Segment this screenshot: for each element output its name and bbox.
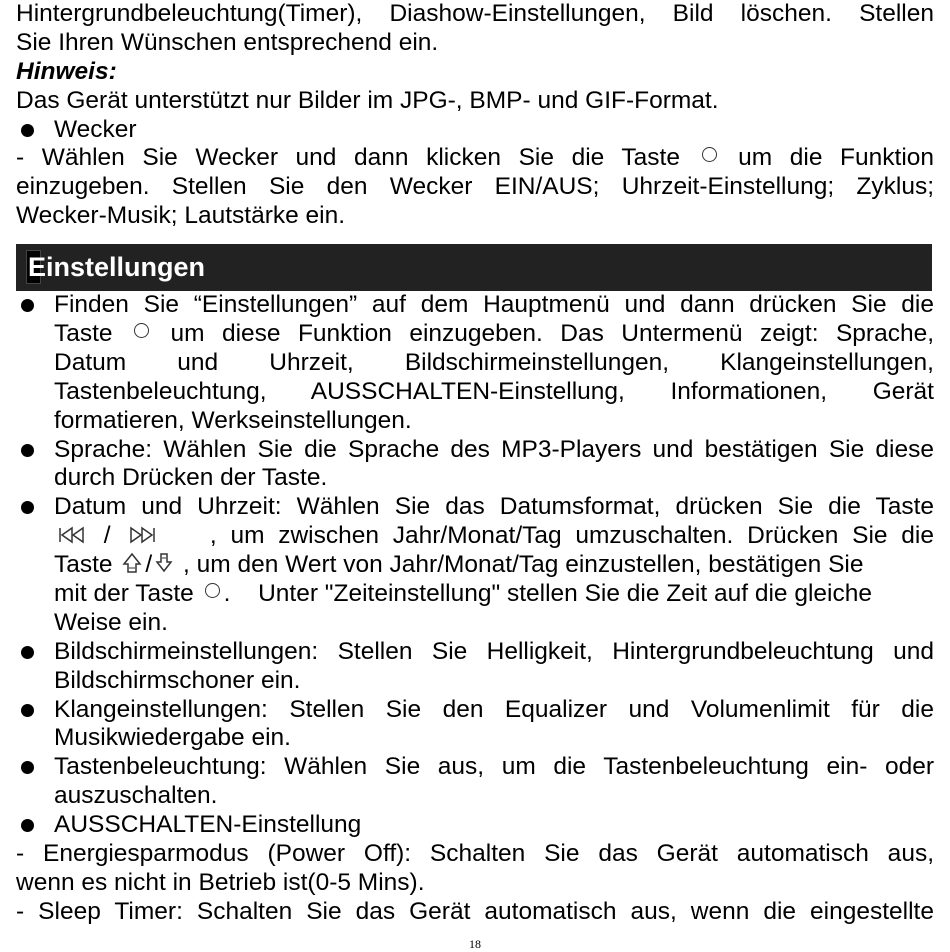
section-heading (16, 244, 932, 291)
text-span: / (103, 522, 111, 550)
volume-up-icon (122, 552, 142, 574)
list-item (16, 811, 934, 840)
text-line: Tastenbeleuchtung, AUSSCHALTEN-Einstellung, Informationen, Gerät (54, 377, 934, 405)
text-span: Tastenbeleuchtung: Wählen Sie aus, um die Tastenbeleuchtung ein- oder (54, 753, 934, 781)
volume-down-icon (155, 552, 173, 574)
text-line (16, 551, 934, 580)
text-span: Unter "Zeiteinstellung" stellen Sie die Zeit auf die gleiche (258, 580, 872, 608)
bullet-icon (21, 704, 34, 717)
text-line: einzugeben. Stellen Sie den Wecker EIN/AUS; Uhrzeit-Einstellung; Zyklus; (16, 173, 934, 201)
list-item (16, 436, 934, 465)
page-number: 18 (469, 937, 481, 951)
text-span: um die Funktion (738, 144, 934, 172)
section-title: Einstellungen (28, 252, 206, 283)
text-line: Datum und Uhrzeit, Bildschirmeinstellungen, Klangeinstellungen, (54, 348, 934, 376)
text-line (16, 522, 934, 551)
text-span: um diese Funktion einzugeben. Das Untermenü zeigt: Sprache, (170, 320, 934, 348)
note-label: Hinweis: (16, 57, 117, 85)
note-text: Das Gerät unterstützt nur Bilder im JPG-, BMP- und GIF-Format. (16, 86, 719, 114)
text-span: . (223, 580, 231, 608)
text-line: - Energiesparmodus (Power Off): Schalten Sie das Gerät automatisch aus, (16, 840, 934, 868)
bullet-icon (21, 819, 34, 832)
list-item (16, 753, 934, 782)
text-line (16, 580, 934, 609)
list-item-wecker (16, 116, 934, 145)
list-item (16, 493, 934, 522)
text-line: formatieren, Werkseinstellungen. (54, 406, 412, 434)
wecker-title: Wecker (54, 115, 137, 143)
next-track-icon (127, 525, 157, 545)
text-line (16, 144, 934, 173)
bullet-icon (21, 501, 34, 514)
text-line: Sie Ihren Wünschen entsprechend ein. (16, 28, 439, 56)
text-span: mit der Taste (54, 580, 194, 608)
text-line: wenn es nicht in Betrieb ist(0-5 Mins). (16, 868, 425, 896)
bullet-icon (21, 299, 34, 312)
text-line (16, 320, 934, 349)
text-span: Datum und Uhrzeit: Wählen Sie das Datumsformat, drücken Sie die Taste (54, 493, 934, 521)
text-line: Hintergrundbeleuchtung(Timer), Diashow-Einstellungen, Bild löschen. Stellen (16, 0, 934, 27)
text-line: durch Drücken der Taste. (54, 464, 328, 492)
text-span: , um zwischen Jahr/Monat/Tag umzuschalten. Drücken Sie die (209, 522, 934, 550)
circle-button-icon (205, 583, 220, 598)
text-line: Bildschirmschoner ein. (54, 666, 301, 694)
text-span: Taste (54, 551, 113, 579)
list-item (16, 291, 934, 320)
text-line: Weise ein. (54, 608, 168, 636)
text-line: auszuschalten. (54, 782, 218, 810)
text-line: - Sleep Timer: Schalten Sie das Gerät automatisch aus, wenn die eingestellte (16, 897, 934, 925)
text-span: - Wählen Sie Wecker und dann klicken Sie die Taste (16, 144, 680, 172)
previous-track-icon (57, 525, 87, 545)
list-item (16, 696, 934, 725)
text-span: Finden Sie “Einstellungen” auf dem Hauptmenü und dann drücken Sie die (54, 291, 934, 319)
text-span: Sprache: Wählen Sie die Sprache des MP3-Players und bestätigen Sie diese (54, 435, 934, 463)
bullet-icon (21, 124, 34, 137)
bullet-icon (21, 646, 34, 659)
text-span: Taste (54, 320, 113, 348)
text-span: Klangeinstellungen: Stellen Sie den Equalizer und Volumenlimit für die (54, 695, 934, 723)
document-page (16, 0, 934, 927)
text-span: AUSSCHALTEN-Einstellung (54, 811, 362, 839)
text-span: Bildschirmeinstellungen: Stellen Sie Helligkeit, Hintergrundbeleuchtung und (54, 637, 934, 665)
circle-button-icon (702, 147, 717, 162)
text-span: , um den Wert von Jahr/Monat/Tag einzustellen, bestätigen Sie (183, 551, 864, 579)
bullet-icon (21, 761, 34, 774)
circle-button-icon (134, 323, 149, 338)
bullet-icon (21, 444, 34, 457)
text-span: / (145, 551, 153, 579)
list-item (16, 638, 934, 667)
text-line: Wecker-Musik; Lautstärke ein. (16, 202, 346, 230)
text-line: Musikwiedergabe ein. (54, 724, 291, 752)
